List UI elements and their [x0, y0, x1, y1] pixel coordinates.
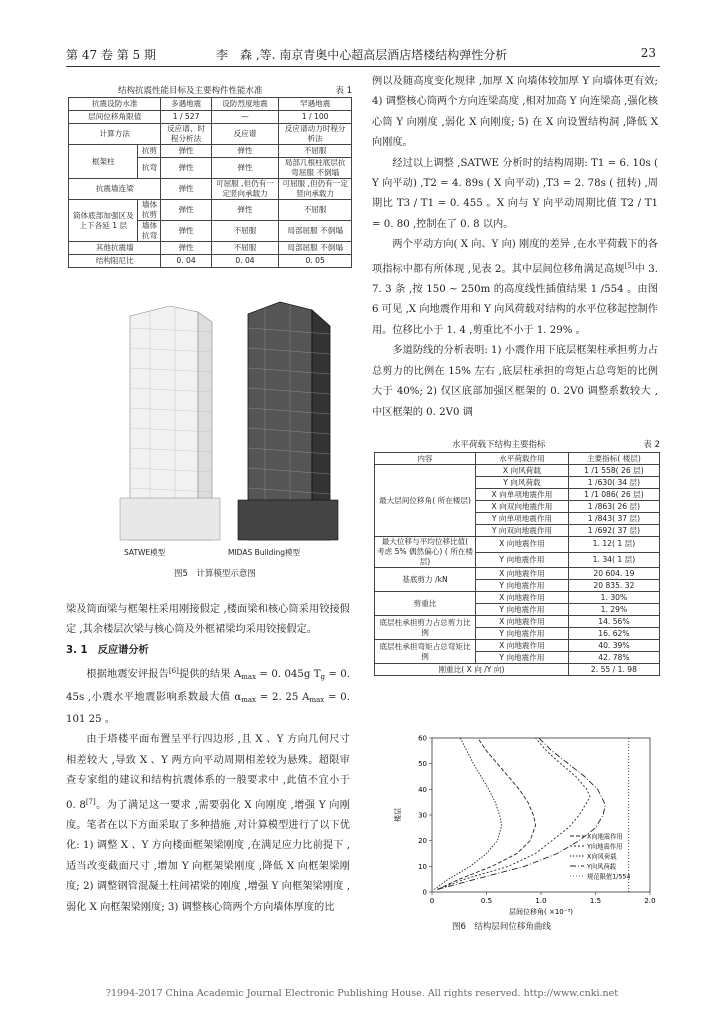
table-row: 抗震设防水准 多遇地震 设防烈度地震 罕遇地震 — [69, 98, 352, 111]
x-tick-label: 1.5 — [589, 897, 602, 905]
table-row: Y 向地震作用 1. 34( 1 层) — [375, 552, 660, 568]
table-row: 其他抗震墙 弹性 不屈服 局部屈服 不倒塌 — [69, 242, 352, 255]
midas-label: MIDAS Building模型 — [228, 548, 301, 557]
y-tick-label: 50 — [418, 760, 427, 769]
table2-caption: 水平荷载下结构主要指标 表 2 — [452, 440, 660, 450]
paragraph: 梁及筒面梁与框架柱采用刚接假定 ,楼面梁和核心筒采用铰接假定 ,其余楼层次梁与核心筒及外框裙梁均采用铰接假定。 — [66, 604, 350, 636]
table-row: 最大层间位移角( 所在楼层) X 向风荷载 1 /1 558( 26 层) — [375, 465, 660, 477]
table-row: 基底剪力 /kN X 向地震作用 20 604. 19 — [375, 568, 660, 580]
paragraph: 根据地震安评报告[6]提供的结果 $A_{max} = 0$. 045g $T_g = 0$. 45s ,小震水平地震影响系数最大值 $\alpha_{max} = 2$. 25 $A_{max} = 0$. 101 25 。 — [66, 667, 351, 726]
paragraph: 两个平动方向( X 向、Y 向) 刚度的差异 ,在水平荷载下的各项指标中都有所体现 ,见表 2。其中层间位移角满足高规[5]中 3. 7. 3 条 ,按 150 ~ 250m 的高度线性插值结果 1 /554 。由图6 可见 ,X 向地震作用和 Y 向风荷载对结构的水平位移起控制作用。位移比小于 1. 4 ,剪重比不小于 1. 29% 。 — [372, 239, 658, 336]
paragraph: 经过以上调整 ,SATWE 分析时的结构周期: T1 = 6. 10s ( Y 向平动) ,T2 = 4. 89s ( X 向平动) ,T3 = 2. 78s ( 扭转) ,周期比 T3 / T1 = 0. 455 。X 向与 Y 向平动周期比值 T2 / T1 = 0. 80 ,控制在了 0. 8 以内。 — [372, 157, 658, 230]
right-column-text — [372, 72, 658, 423]
table-row: 内容 水平荷载作用 主要指标( 楼层) — [375, 453, 660, 465]
table-row: 刚重比( X 向 /Y 向) 2. 55 / 1. 98 — [375, 664, 660, 676]
series-line-3 — [434, 738, 502, 889]
satwe-label: SATWE模型 — [124, 548, 166, 557]
paragraph: 多道防线的分析表明: 1) 小震作用下底层框架柱承担剪力占总剪力的比例在 15% 左右 ,底层柱承担的弯矩占总弯矩的比例大于 40%; 2) 仅区底部加强区框架的 0. 2V0 调整系数较大 ,中区框架的 0. 2V0 调 — [372, 345, 658, 418]
y-tick-label: 60 — [418, 734, 427, 743]
y-tick-label: 0 — [422, 888, 427, 897]
table-row: Y 向双向地震作用 1 /692( 37 层) — [375, 525, 660, 537]
y-tick-label: 30 — [418, 811, 427, 820]
section-heading: 3. 1 反应谱分析 — [66, 644, 149, 656]
legend-label: Y向风荷载 — [587, 863, 617, 871]
table2 — [374, 452, 660, 676]
table-row: X 向双向地震作用 1 /863( 26 层) — [375, 501, 660, 513]
header-rule — [66, 66, 660, 67]
x-tick-label: 2.0 — [644, 897, 656, 905]
figure5-caption: 图5 计算模型示意图 — [174, 569, 256, 579]
legend-label: X向地震作用 — [587, 833, 623, 841]
table-row: 计算方法 反应谱、时程分析法 反应谱 反应谱动力时程分析法 — [69, 124, 352, 145]
table-row: Y 向风荷载 1 /630( 34 层) — [375, 477, 660, 489]
paragraph: 例以及随高度变化规律 ,加厚 X 向墙体较加厚 Y 向墙体更有效; 4) 调整核心筒两个方向连梁高度 ,相对加高 Y 向连梁高 ,强化核心筒 Y 向刚度 ,弱化 X 向刚度; 5) 在 X 向设置结构洞 ,降低 X 向刚度。 — [372, 76, 658, 149]
table-row: 剪重比 X 向地震作用 1. 30% — [375, 592, 660, 604]
table-row: Y 向地震作用 20 835. 32 — [375, 580, 660, 592]
x-tick-label: 0.5 — [480, 897, 493, 905]
plot-frame — [432, 738, 650, 892]
legend-label: 规范限值1/554 — [587, 873, 631, 881]
y-tick-label: 40 — [418, 785, 427, 794]
figure5 — [80, 298, 350, 558]
table-row: 层间位移角限值 1 / 527 — 1 / 100 — [69, 111, 352, 124]
table-row: 抗震墙连梁 弹性 可屈服 ,但仍有一定竖向承载力 可屈服 ,但仍有一定竖向承载力 — [69, 179, 352, 200]
series-line-2 — [437, 738, 590, 889]
tower-models-image — [80, 298, 350, 543]
midas-model — [238, 302, 338, 540]
y-tick-label: 10 — [418, 862, 427, 871]
table1-caption: 结构抗震性能目标及主要构件性能水准 表 1 — [118, 86, 352, 96]
left-column-text — [66, 600, 350, 918]
table-row: Y 向单项地震作用 1 /843( 37 层) — [375, 513, 660, 525]
page-number: 23 — [640, 46, 656, 60]
satwe-model — [120, 306, 220, 540]
copyright-footer: ?1994-2017 China Academic Journal Electronic Publishing House. All rights reserved. http://www.cnki.net — [105, 988, 619, 999]
table-row: 墙体抗弯 弹性 不屈服 局部屈服 不倒塌 — [69, 221, 352, 242]
table-row: Y 向地震作用 1. 29% — [375, 604, 660, 616]
y-axis-label: 楼层 — [394, 808, 402, 822]
y-tick-label: 20 — [418, 837, 427, 846]
x-axis-label: 层间位移角( ×10⁻³) — [509, 908, 573, 916]
table-row: 最大位移与平均位移比值( 考虑 5% 偶然偏心) ( 所在楼层) X 向地震作用 1. 12( 1 层) — [375, 537, 660, 553]
table-row: Y 向地震作用 16. 62% — [375, 628, 660, 640]
running-title: 李 森 ,等. 南京青奥中心超高层酒店塔楼结构弹性分析 — [216, 48, 508, 62]
figure6-caption: 图6 结构层间位移角曲线 — [452, 922, 551, 932]
table-row: 框架柱 抗剪 弹性 弹性 不屈服 — [69, 145, 352, 158]
drift-chart — [388, 730, 658, 916]
table-row: 结构阻尼比 0. 04 0. 04 0. 05 — [69, 255, 352, 268]
page-header — [66, 46, 658, 64]
x-tick-label: 0 — [429, 897, 435, 905]
series-line-1 — [437, 738, 535, 889]
table-row: Y 向地震作用 42. 78% — [375, 652, 660, 664]
table-row: 底层柱承担弯矩占总弯矩比例 X 向地震作用 40. 39% — [375, 640, 660, 652]
paragraph: 由于塔楼平面布置呈平行四边形 ,且 X 、Y 方向几何尺寸相差较大 ,导致 X 、Y 两方向平动周期相差较为悬殊。超限审查专家组的建议和结构抗震体系的一般要求中 ,此值不宜小于 0. 8[7]。为了满足这一要求 ,需要弱化 X 向刚度 ,增强 Y 向刚度。笔者在以下方面采取了多种措施 ,对计算模型进行了以下优化: 1) 调整 X 、Y 方向楼面框架梁刚度 ,在满足应力比前提下 ,适当改变截面尺寸 ,增加 Y 向框架梁刚度 ,降低 X 向框架梁刚度; 2) 调整钢管混凝土柱间裙梁的刚度 ,增强 Y 向框架梁刚度 ,弱化 X 向框架梁刚度; 3) 调整核心筒两个方向墙体厚度的比 — [66, 734, 350, 913]
table-row: 底层柱承担剪力占总剪力比例 X 向地震作用 14. 56% — [375, 616, 660, 628]
legend-label: X向风荷载 — [587, 853, 617, 861]
table-row: 筒体底部加强区及上下各延 1 层 墙体抗剪 弹性 弹性 不屈服 — [69, 200, 352, 221]
table1 — [68, 97, 352, 268]
journal-issue: 第 47 卷 第 5 期 — [66, 48, 156, 62]
legend-label: Y向地震作用 — [587, 843, 623, 851]
table-row: X 向单项地震作用 1 /1 086( 26 层) — [375, 489, 660, 501]
table-row: 抗弯 弹性 弹性 局部几根柱底层抗弯屈服 不倒塌 — [69, 158, 352, 179]
x-tick-label: 1.0 — [535, 897, 547, 905]
